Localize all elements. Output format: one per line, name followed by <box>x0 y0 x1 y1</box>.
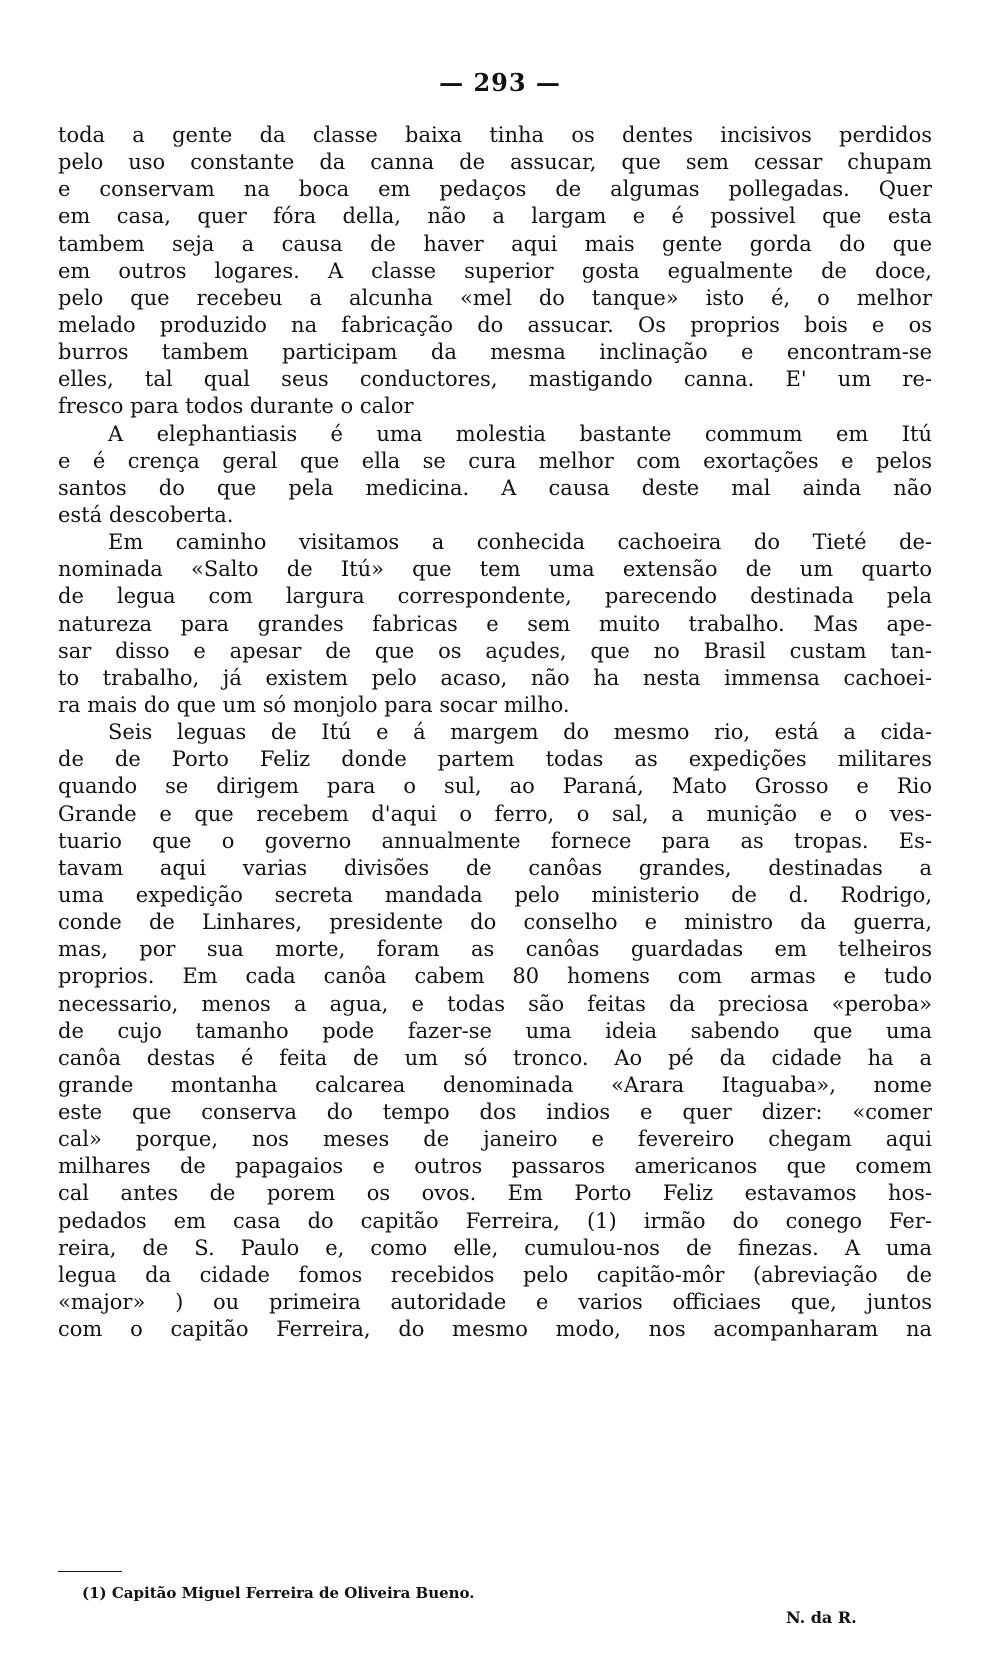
text-line: e conservam na boca em pedaços de algumas pollegadas. Quer <box>58 177 932 202</box>
text-line: to trabalho, já existem pelo acaso, não ha nesta immensa cachoei- <box>58 665 932 690</box>
text-line: «major» ) ou primeira autoridade e varios officiaes que, juntos <box>58 1290 932 1315</box>
text-line: A elephantiasis é uma molestia bastante commum em Itú <box>108 421 932 446</box>
text-line: tavam aqui varias divisões de canôas grandes, destinadas a <box>58 855 932 880</box>
text-line: melado produzido na fabricação do assucar. Os proprios bois e os <box>58 312 932 337</box>
text-line: santos do que pela medicina. A causa deste mal ainda não <box>58 475 932 500</box>
text-line: cal antes de porem os ovos. Em Porto Feliz estavamos hos- <box>58 1181 932 1206</box>
text-line: canôa destas é feita de um só tronco. Ao pé da cidade ha a <box>58 1045 932 1070</box>
text-line: pelo que recebeu a alcunha «mel do tanque» isto é, o melhor <box>58 285 932 310</box>
text-line: toda a gente da classe baixa tinha os dentes incisivos perdidos <box>58 123 932 147</box>
page-number: — 293 — <box>439 68 561 97</box>
footnote: (1) Capitão Miguel Ferreira de Oliveira Bueno. <box>82 1584 475 1602</box>
text-line: burros tambem participam da mesma inclinação e encontram-se <box>58 340 932 365</box>
text-line: com o capitão Ferreira, do mesmo modo, nos acompanharam na <box>58 1317 932 1342</box>
text-line: natureza para grandes fabricas e sem muito trabalho. Mas ape- <box>58 611 932 636</box>
text-line: elles, tal qual seus conductores, mastigando canna. E' um re- <box>58 367 932 392</box>
text-line: milhares de papagaios e outros passaros americanos que comem <box>58 1154 932 1179</box>
footnote-divider <box>58 1571 122 1572</box>
text-line: ra mais do que um só monjolo para socar milho. <box>58 692 570 717</box>
text-line: grande montanha calcarea denominada «Arara Itaguaba», nome <box>58 1072 932 1097</box>
text-line: pedados em casa do capitão Ferreira, (1) irmão do conego Fer- <box>58 1208 932 1233</box>
text-line: mas, por sua morte, foram as canôas guardadas em telheiros <box>58 937 932 962</box>
text-line: legua da cidade fomos recebidos pelo capitão-môr (abreviação de <box>58 1262 932 1287</box>
text-line: este que conserva do tempo dos indios e quer dizer: «comer <box>58 1100 932 1125</box>
text-line: Grande e que recebem d'aqui o ferro, o sal, a munição e o ves- <box>58 801 932 826</box>
text-line: está descoberta. <box>58 502 234 527</box>
text-line: em outros logares. A classe superior gosta egualmente de doce, <box>58 258 932 283</box>
body-text <box>58 122 932 1343</box>
text-line: fresco para todos durante o calor <box>58 394 414 419</box>
text-line: reira, de S. Paulo e, como elle, cumulou-nos de finezas. A uma <box>58 1235 932 1260</box>
text-line: quando se dirigem para o sul, ao Paraná, Mato Grosso e Rio <box>58 774 932 799</box>
text-line: Em caminho visitamos a conhecida cachoeira do Tieté de- <box>108 530 932 555</box>
text-line: Seis leguas de Itú e á margem do mesmo rio, está a cida- <box>108 720 932 745</box>
text-line: e é crença geral que ella se cura melhor com exortações e pelos <box>58 448 932 473</box>
text-line: conde de Linhares, presidente do conselho e ministro da guerra, <box>58 910 932 935</box>
text-line: de legua com largura correspondente, parecendo destinada pela <box>58 584 932 609</box>
footnote-signature: N. da R. <box>786 1608 857 1627</box>
text-line: tambem seja a causa de haver aqui mais gente gorda do que <box>58 231 932 256</box>
text-line: tuario que o governo annualmente fornece para as tropas. Es- <box>58 828 932 853</box>
text-line: proprios. Em cada canôa cabem 80 homens com armas e tudo <box>58 964 932 989</box>
text-line: pelo uso constante da canna de assucar, que sem cessar chupam <box>58 150 932 175</box>
text-line: nominada «Salto de Itú» que tem uma extensão de um quarto <box>58 557 932 582</box>
text-line: de de Porto Feliz donde partem todas as expedições militares <box>58 747 932 772</box>
text-line: em casa, quer fóra della, não a largam e é possivel que esta <box>58 204 932 229</box>
text-line: cal» porque, nos meses de janeiro e fevereiro chegam aqui <box>58 1127 932 1152</box>
text-line: de cujo tamanho pode fazer-se uma ideia sabendo que uma <box>58 1018 932 1043</box>
text-line: sar disso e apesar de que os açudes, que no Brasil custam tan- <box>58 638 932 663</box>
text-line: necessario, menos a agua, e todas são feitas da preciosa «peroba» <box>58 991 932 1016</box>
text-line: uma expedição secreta mandada pelo ministerio de d. Rodrigo, <box>58 882 932 907</box>
